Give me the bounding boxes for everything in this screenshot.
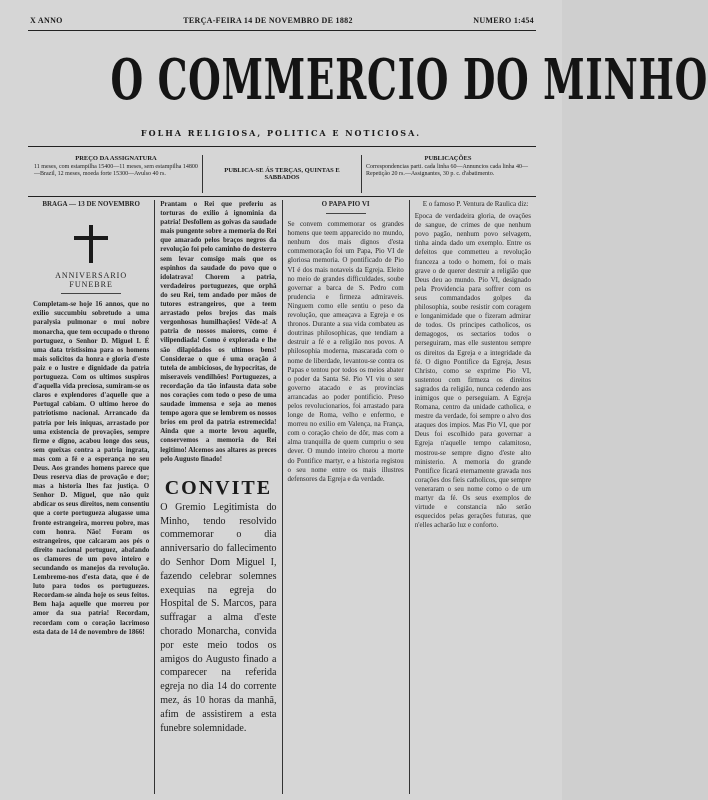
masthead-title: O COMMERCIO DO MINHO	[110, 47, 708, 113]
header-rule	[28, 30, 536, 31]
column-2	[154, 200, 281, 794]
subscription-info	[30, 155, 202, 193]
lament-article: Prantam o Rei que preferiu as torturas do exilio á ignominia da patria! Desfollem as goivas da saudade mais pungente sobre a memoria do Rei que amarado pelos braços negros da revolução foi pelo caminho do desterro sem levar comsigo mais que os espinhos da saudade do povo que o idolatrava! Chorem a patria, verdadeiros portuguezes, que orphã do seu Rei, tem andado por mãos de tutores estrangeiros, que a teem arrastado pelos brejos das mais vergonhosas humilhações! Vêde-a! A patria de nossos maiores, como é vilipendiada! Como é explorada e lhe são dilapidados os ultimos bens! Considerae o que é uma oração á tutela de ambiciosos, de hypocritas, de miseraveis vendilhões! Portuguezes, a recordação da tão infausta data sobe nos corações com todo o peso de uma saudade immensa e seja ao menos tempo agora que se lembrem os nossos brios em prol da patria estremecida! Ainda que a morte levou aquelle, conservemos a memoria do Rei legitimo! Alcemos aos altares as preces pelo Augusto finado!	[160, 200, 277, 463]
section-title: ANNIVERSARIO FUNEBRE	[55, 271, 128, 290]
publications-title: PUBLICAÇÕES	[424, 155, 472, 162]
publication-days: PUBLICA-SE ÁS TERÇAS, QUINTAS E SABBADOS	[202, 155, 362, 193]
convite-title: CONVITE	[164, 476, 273, 499]
article-heading-pope: O PAPA PIO VI	[321, 200, 370, 208]
publications-text: Correspondencias parti. cada linha 60—Annuncios cada linha 40—Repetição 20 rs.—Assignantes, 30 p. c. d'abatimento.	[366, 163, 528, 177]
quote-intro: E o famoso P. Ventura de Raulica diz:	[422, 200, 529, 208]
heading-divider	[326, 213, 366, 214]
section-divider	[61, 293, 121, 294]
ventura-quote: Epoca de verdadeira gloria, de ovações de sangue, de crimes de que nenhum povo pagão, nenhum povo selvagem, tinha ainda dado um exemplo. Entre os defeitos que commetteu a revolução franceza a todo o homem, foi o mais grave o de querer destruir a religião que Deus deu ao mundo. Pio VI, designado pela Providencia para soffrer com os seus commandados golpes da philosophia, soube resistir com coragem e longanimidade que o fizeram admirar de todos. Os principes catholicos, os demagogos, os sectarios todos o perseguiram, mas elle sustentou sempre os direitos da Egreja e a integridade da fé. O digno Pontifice da Egreja, Jesus Christo, como se exprime Pio VI, sustentou com firmeza os direitos sagrados da religião, nunca cedendo aos inimigos que o perseguiam. A Egreja Romana, centro da unidade catholica, e mestre da verdade, foi sempre o alvo dos ataques dos impios. Mas Pio VI, que por Deus foi escolhido para governar a Egreja n'aquelle tempo calamitoso, mostrou-se sempre digno d'este alto ministerio. A memoria do grande Pontifice ficará eternamente gravada nos corações dos fieis catholicos, que sempre veneraram o seu nome como o de um martyr da fé. Os seus exemplos de virtude e constancia não serão esquecidos pelas gerações futuras, que n'elles acharão luz e conforto.	[414, 212, 531, 530]
info-bar	[30, 155, 534, 193]
pope-article: Se convem commemorar os grandes homens que teem apparecido no mundo, nenhum dos mais dignos d'esta commemoração foi um Papa, Pio VI de gloriosa memoria. O pontificado de Pio VI é dos mais notaveis da Egreja. Eleito no meio de grandes difficuldades, soube governar a barca de S. Pedro com prudencia e firmeza admiraveis. Ninguem como elle sentiu o peso da revolução, que ameaçava a Egreja e os thronos. Durante a sua vida combateu as doutrinas philosophicas, que tendiam a destruir a fé e a religião nos povos. A philosophia moderna, mascarada com o nome de liberdade, levantou-se contra os Papas e tentou por todos os meios abater o poder da Santa Sé. Pio VI viu o seu governo atacado e as provincias arrancadas ao poder pontificio. Preso pelos revolucionarios, foi arrastado para longe de Roma, velho e enfermo, e morreu no exilio em Valença, na França, com o coração cheio de dôr, mas com a alma tranquilla de quem cumpriu o seu dever. O mundo inteiro chorou a morte do Pontifice martyr, e a historia registou o seu nome entre os mais illustres defensores da Egreja e da verdade.	[287, 220, 404, 483]
columns-top-rule	[28, 196, 536, 197]
anniversary-article: Completam-se hoje 16 annos, que no exilio succumbiu sobretudo a uma paralysia pulmonar o mui nobre monarcha, que tem occupado o throno portuguez, o Senhor D. Miguel I. É uma data tristissima para os homens mais solicitos da honra e gloria d'este paiz e o lustre e dignidade da patria portugueza. Com os ultimos suspiros d'aquella vida preciosa, sumiram-se os claros e explendores d'aquelle que a Portugal cabiam. O ultimo heroe do patriotismo nacional. Arrancado da patria por leis iniquas, arrastado por uma existencia de provações, sempre firme e digno, acabou longe dos seus, sem queixas contra a patria ingrata, mas com a fé e a esperança no seu Deus. Aos grandes homens parece que Deus reserva dias de provação e dor; mas a historia lhes faz justiça. O Senhor D. Miguel, que não quiz abdicar os seus direitos, nem consentiu que a corte portugueza alugasse uma fronte estrangeira, morreu pobre, mas com honra. Não! Foram os estrangeiros, que calcaram aos pés o direito nacional portuguez, abafando os clamores de um povo inteiro e secundando os manejos da revolução. Lembremo-nos d'esta data, que é de luto para todos os portuguezes. Recordam-se ainda hoje os seus feitos. Bem haja aquelle que morreu por amor da sua patria! Recordam, recordam com o coração lacrimoso esta data de 14 de novembro de 1866!	[33, 300, 150, 636]
header-dateline	[30, 14, 534, 26]
convite-text: O Gremio Legitimista do Minho, tendo resolvido commemorar o dia anniversario do fallecimento do Senhor Dom Miguel I, fazendo celebrar solemnes exequias na egreja do Hospital de S. Marcos, para suffragar a alma d'este chorado Monarcha, convida por este meio todos os amigos do Augusto finado a comparecer na referida egreja no dia 14 do corrente mez, ás 10 horas da manhã, afim de assistirem a esta funebre solemnidade.	[160, 501, 277, 734]
publications-info	[362, 155, 534, 193]
cross-icon	[74, 225, 108, 263]
issue-date: TERÇA-FEIRA 14 DE NOVEMBRO DE 1882	[183, 15, 353, 25]
city-dateline: BRAGA — 13 DE NOVEMBRO	[42, 200, 140, 208]
masthead-motto: FOLHA RELIGIOSA, POLITICA E NOTICIOSA.	[140, 128, 422, 138]
article-columns	[28, 200, 536, 794]
motto-rule	[28, 146, 536, 147]
column-1	[28, 200, 154, 794]
subscription-title: PREÇO DA ASSIGNATURA	[75, 155, 157, 162]
subscription-text: 11 meses, com estampilha 15400—11 meses, sem estampilha 14800—Brazil, 12 meses, moeda forte 15300—Avulso 40 rs.	[34, 163, 198, 177]
column-3	[282, 200, 409, 794]
year-label: X ANNO	[30, 15, 63, 25]
issue-number: NUMERO 1:454	[473, 15, 534, 25]
column-4	[409, 200, 536, 794]
